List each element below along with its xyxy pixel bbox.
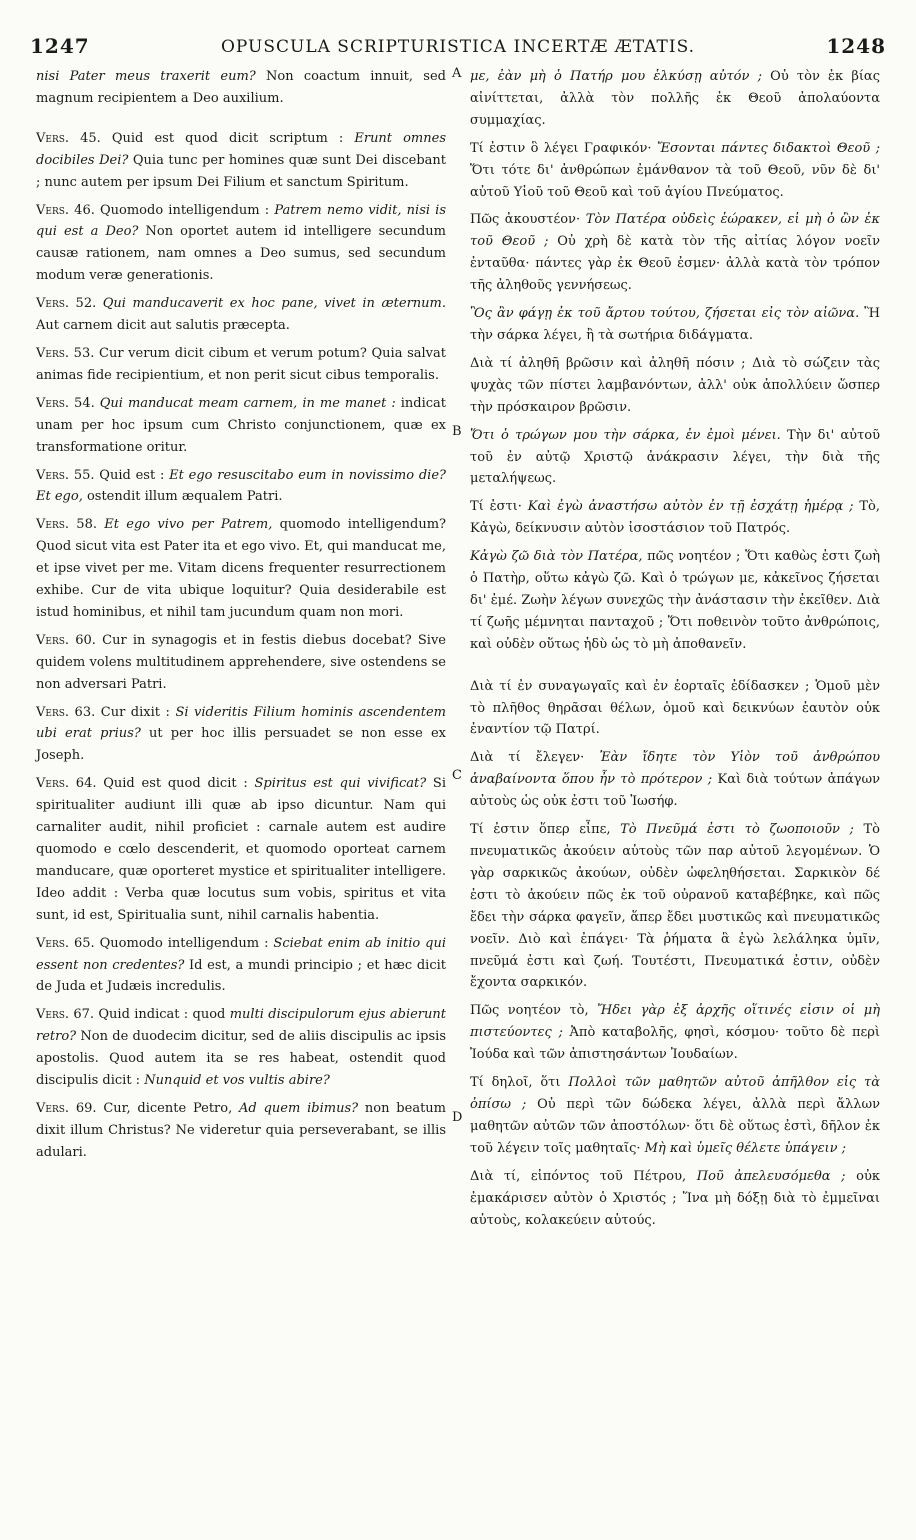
text-span: Quid est : <box>94 467 170 483</box>
text-span: Οὐ τὸν ἐκ βίας αἰνίττεται, ἀλλὰ τὸν πολλῆς ἐκ Θεοῦ ἀπολαύοντα συμμαχίας. <box>470 69 880 128</box>
verse-number: Vers. 65. <box>36 935 95 951</box>
text-span: Cur verum dicit cibum et verum potum? Quia salvat animas fide recipientium, et non perit sicut cibus temporalis. <box>36 345 446 383</box>
text-span: quomodo intelligendum? Quod sicut vita est Pater ita et ego vivo. Et, qui manducat me, et ipse vivet per me. Vitam dicens frequenter resurrectionem exhibe. Cur de vita ubique loquitur? Quia desiderabile est istud hominibus, et nihil tam jucundum quam non mori. <box>36 517 446 620</box>
italic-text: Erunt omnes docibiles Dei? <box>36 130 446 168</box>
greek-paragraph <box>470 819 880 994</box>
latin-paragraph <box>36 933 446 999</box>
text-span: Cur, dicente Petro, <box>96 1100 240 1116</box>
text-span: Aut carnem dicit aut salutis præcepta. <box>36 318 290 334</box>
page-number-left: 1247 <box>30 34 90 58</box>
greek-paragraph <box>470 1166 880 1232</box>
greek-paragraph <box>470 425 880 491</box>
greek-paragraph <box>470 747 880 813</box>
verse-number: Vers. 58. <box>36 517 97 533</box>
verse-number: Vers. 69. <box>36 1100 97 1116</box>
text-span: Non coactum innuit, sed magnum recipientem a Deo auxilium. <box>36 69 446 106</box>
margin-letter-d: D <box>452 1110 463 1125</box>
latin-paragraph <box>36 293 446 337</box>
text-span: Οὐ χρὴ δὲ κατὰ τὸν τῆς αἰτίας λόγον νοεῖν ἐνταῦθα· πάντες γὰρ ἐκ Θεοῦ ἐσμεν· ἀλλὰ κατὰ τὸν τρόπον τῆς ἀληθοῦς γεννήσεως. <box>470 234 880 294</box>
latin-paragraph <box>36 66 446 110</box>
verse-number: Vers. 63. <box>36 704 96 720</box>
text-span: Τὸ, Κἀγὼ, δείκνυσιν αὐτὸν ἰσοστάσιον τοῦ Πατρός. <box>470 499 881 537</box>
verse-number: Vers. 67. <box>36 1007 95 1023</box>
italic-text: Spiritus est qui vivificat? <box>254 776 427 792</box>
latin-paragraph <box>36 200 446 288</box>
italic-text: Καὶ ἐγὼ ἀναστήσω αὐτὸν ἐν τῇ ἐσχάτῃ ἡμέρᾳ ; <box>527 499 854 515</box>
text-span: Non oportet autem id intelligere secundum causæ rationem, nam omnes a Deo sumus, sed secundum modum veræ generationis. <box>36 224 446 284</box>
latin-paragraph <box>36 514 446 624</box>
greek-paragraph <box>470 1072 880 1160</box>
italic-text: nisi Pater meus traxerit eum? <box>36 69 256 84</box>
latin-paragraph <box>36 1098 446 1164</box>
latin-paragraph <box>36 630 446 696</box>
italic-text: Ad quem ibimus? <box>239 1100 359 1116</box>
latin-paragraph <box>36 465 446 509</box>
latin-paragraph <box>36 773 446 926</box>
text-span: Si spiritualiter audiunt illi quæ ab ipso dicuntur. Nam qui carnaliter audit, nihil proficiet : carnale autem est audire quomodo e cœlo descenderit, et quomodo oporteat carnem manducare, quæ oporteret mystice et spiritualiter intelligere. Ideo addit : Verba quæ locutus sum vobis, spiritus et vita sunt, id est, Spiritualia sunt, nihil carnalis habentia. <box>36 776 446 923</box>
italic-text: Ὅτι ὁ τρώγων μου τὴν σάρκα, ἐν ἐμοὶ μένει. <box>470 427 781 443</box>
text-span: ut per hoc illis persuadet se non esse ex Joseph. <box>36 726 446 764</box>
text-span: Quia tunc per homines quæ sunt Dei discebant ; nunc autem per ipsum Dei Filium et sanctum Spiritum. <box>36 152 446 190</box>
italic-text: Ἔσονται πάντες διδακτοὶ Θεοῦ ; <box>656 140 880 156</box>
italic-text: Τὸν Πατέρα οὐδεὶς ἑώρακεν, εἰ μὴ ὁ ὢν ἐκ τοῦ Θεοῦ ; <box>470 212 881 250</box>
text-span: οὐκ ἐμακάρισεν αὐτὸν ὁ Χριστός ; Ἵνα μὴ δόξῃ διὰ τὸ ἐμμεῖναι αὐτοὺς, κολακεύειν αὐτούς. <box>470 1168 880 1228</box>
text-span: Id est, a mundi principio ; et hæc dicit de Juda et Judæis incredulis. <box>36 957 446 995</box>
latin-paragraph <box>36 702 446 768</box>
text-span: indicat unam per hoc ipsum cum Christo conjunctionem, quæ ex transformatione oritur. <box>36 395 446 455</box>
text-span: Τί ἐστι· <box>470 499 528 515</box>
italic-text: Si videritis Filium hominis ascendentem ubi erat prius? <box>36 704 447 742</box>
text-span: Καὶ διὰ τούτων ἀπάγων αὐτοὺς ὡς οὐκ ἐστι τοῦ Ἰωσήφ. <box>470 772 880 810</box>
italic-text: multi discipulorum ejus abierunt retro? <box>36 1007 446 1045</box>
text-span: Cur in synagogis et in festis diebus docebat? Sive quidem volens multitudinem apprehendere, sive ostendens se non adversari Patri. <box>36 632 446 692</box>
verse-number: Vers. 64. <box>36 776 97 792</box>
margin-letter-b: B <box>452 424 462 439</box>
text-span: Τὸ πνευματικῶς ἀκούειν αὐτοὺς τῶν παρ αὐτοῦ λεγομένων. Ὁ γὰρ σαρκικῶς ἀκούων, οὐδὲν ὠφεληθήσεται. Σαρκικὸν δέ ἐστι τὸ ἀκούειν πῶς ἐκ τοῦ οὐρανοῦ καταβέβηκε, καὶ πῶς ἔδει τὴν σάρκα φαγεῖν, ἅπερ ἔδει μυστικῶς καὶ πνευματικῶς νοεῖν. Διὸ καὶ ἐπάγει· Τὰ ῥήματα ἃ ἐγὼ λελάληκα ὑμῖν, πνεῦμά ἐστι καὶ ζωή. Τουτέστι, Πνευματικά ἐστιν, οὐδὲν ἔχοντα σαρκικόν. <box>470 822 880 991</box>
text-span: Quid indicat : quod <box>94 1007 230 1023</box>
verse-number: Vers. 52. <box>36 296 97 312</box>
text-span: Quid est quod dicit scriptum : <box>100 130 355 146</box>
italic-text: Πολλοὶ τῶν μαθητῶν αὐτοῦ ἀπῆλθον εἰς τὰ ὀπίσω ; <box>470 1075 880 1112</box>
greek-paragraph <box>470 496 880 540</box>
italic-text: Qui manducaverit ex hoc pane, vivet in æternum. <box>102 296 447 312</box>
greek-paragraph <box>470 676 880 742</box>
text-span: Διὰ τί ἀληθῆ βρῶσιν καὶ ἀληθῆ πόσιν ; Διὰ τὸ σώζειν τὰς ψυχὰς τῶν πίστει λαμβανόντων, ἀλλ' οὐκ ἀπολλύειν ὥσπερ τὴν πρόσκαιρον βρῶσιν. <box>470 355 880 415</box>
verse-number: Vers. 55. <box>36 467 95 483</box>
text-span: Πῶς νοητέον τὸ, <box>470 1003 598 1019</box>
greek-paragraph <box>470 209 880 297</box>
greek-paragraph <box>470 353 880 419</box>
latin-paragraph <box>36 393 446 459</box>
italic-text: Qui manducat meam carnem, in me manet : <box>99 395 396 411</box>
verse-number: Vers. 46. <box>36 202 95 218</box>
text-span: Διὰ τί ἐν συναγωγαῖς καὶ ἐν ἑορταῖς ἐδίδασκεν ; Ὁμοῦ μὲν τὸ πλῆθος θηρᾶσαι θέλων, ὁμοῦ καὶ δεικνύων ἑαυτὸν οὐκ ἐναντίον τῷ Πατρί. <box>470 678 880 738</box>
text-span: Cur dixit : <box>95 704 176 720</box>
italic-text: Τὸ Πνεῦμά ἐστι τὸ ζωοποιοῦν ; <box>620 822 854 838</box>
latin-paragraph <box>36 128 446 194</box>
text-span: πῶς νοητέον ; Ὅτι καθὼς ἐστι ζωὴ ὁ Πατὴρ, οὕτω κἀγὼ ζῶ. Καὶ ὁ τρώγων με, κἀκεῖνος ζήσεται δι' ἐμέ. Ζωὴν λέγων συνεχῶς τὴν ἀνάστασιν τὴν ἐκεῖθεν. Διὰ τί ζωῆς μέμνηται πανταχοῦ ; Ὅτι ποθεινὸν τοῦτο ἀνθρώποις, καὶ οὐδὲν οὕτως ἡδὺ ὡς τὸ μὴ ἀποθανεῖν. <box>470 549 880 652</box>
italic-text: Ἤδει γὰρ ἐξ ἀρχῆς οἵτινές εἰσιν οἱ μὴ πιστεύοντες ; <box>470 1003 880 1041</box>
italic-text: Et ego resuscitabo eum in novissimo die? Et ego, <box>36 467 446 505</box>
margin-letter-a: A <box>452 66 462 81</box>
text-span: Ἀπὸ καταβολῆς, φησὶ, κόσμου· τοῦτο δὲ περὶ Ἰούδα καὶ τῶν ἀπιστησάντων Ἰουδαίων. <box>470 1025 880 1063</box>
text-span: Πῶς ἀκουστέον· <box>470 212 586 228</box>
italic-text: Ὃς ἂν φάγῃ ἐκ τοῦ ἄρτου τούτου, ζήσεται εἰς τὸν αἰῶνα. <box>470 306 860 322</box>
text-span: Τί ἐστιν ὅπερ εἶπε, <box>470 822 621 838</box>
text-span: Quomodo intelligendum : <box>94 202 275 218</box>
text-span: Οὐ περὶ τῶν δώδεκα λέγει, ἀλλὰ περὶ ἄλλων μαθητῶν αὐτῶν τῶν ἀποστόλων· ὅτι δὲ οὕτως ἐστὶ, δῆλον ἐκ τοῦ λέγειν τοῖς μαθηταῖς· <box>470 1096 880 1156</box>
page-header <box>30 34 886 60</box>
text-span: ostendit illum æqualem Patri. <box>82 489 283 505</box>
greek-paragraph <box>470 66 880 132</box>
text-span: Ὅτι τότε δι' ἀνθρώπων ἐμάνθανον τὰ τοῦ Θεοῦ, νῦν δὲ δι' αὐτοῦ Υἱοῦ τοῦ Θεοῦ καὶ τοῦ ἁγίου Πνεύματος. <box>470 162 880 200</box>
italic-text: Patrem nemo vidit, nisi is qui est a Deo? <box>36 202 447 240</box>
latin-paragraph <box>36 343 446 387</box>
verse-number: Vers. 53. <box>36 345 95 361</box>
italic-text: Sciebat enim ab initio qui essent non credentes? <box>36 935 446 973</box>
text-span: non beatum dixit illum Christus? Ne videretur quia perseverabant, se illis adulari. <box>36 1100 446 1160</box>
italic-text: Μὴ καὶ ὑμεῖς θέλετε ὑπάγειν ; <box>644 1140 847 1156</box>
text-span: Quomodo intelligendum : <box>94 935 274 951</box>
text-span: Διὰ τί, εἰπόντος τοῦ Πέτρου, <box>470 1168 697 1184</box>
page-number-right: 1248 <box>826 34 886 58</box>
latin-paragraph <box>36 1004 446 1092</box>
text-span: Τί ἐστιν ὃ λέγει Γραφικόν· <box>470 140 657 156</box>
text-span: Ἢ τὴν σάρκα λέγει, ἢ τὰ σωτήρια διδάγματα. <box>470 306 880 343</box>
text-span: Τὴν δι' αὐτοῦ τοῦ ἐν αὐτῷ Χριστῷ ἀνάκρασιν λέγει, τὴν διὰ τῆς μεταλήψεως. <box>470 427 880 487</box>
italic-text: Κἀγὼ ζῶ διὰ τὸν Πατέρα, <box>470 549 643 565</box>
greek-column <box>470 66 880 1237</box>
text-span: Non de duodecim dicitur, sed de aliis discipulis ac ipsis apostolis. Quod autem ita se res habeat, ostendit quod discipulis dicit : <box>36 1029 446 1089</box>
greek-paragraph <box>470 1000 880 1066</box>
italic-text: Nunquid et vos vultis abire? <box>144 1073 330 1089</box>
verse-number: Vers. 60. <box>36 632 96 648</box>
verse-number: Vers. 45. <box>36 130 101 146</box>
italic-text: Et ego vivo per Patrem, <box>104 517 273 533</box>
latin-column <box>36 66 446 1170</box>
italic-text: Ἐὰν ἴδητε τὸν Υἱὸν τοῦ ἀνθρώπου ἀναβαίνοντα ὅπου ἦν τὸ πρότερον ; <box>470 750 880 788</box>
running-title: OPUSCULA SCRIPTURISTICA INCERTÆ ÆTATIS. <box>220 37 696 57</box>
text-span: Τί δηλοῖ, ὅτι <box>470 1075 569 1091</box>
text-span: Διὰ τί ἔλεγεν· <box>470 750 600 766</box>
greek-paragraph <box>470 138 880 204</box>
margin-letter-c: C <box>452 768 462 783</box>
text-span: Quid est quod dicit : <box>96 776 255 792</box>
verse-number: Vers. 54. <box>36 395 95 411</box>
italic-text: με, ἐὰν μὴ ὁ Πατήρ μου ἑλκύσῃ αὐτόν ; <box>470 69 762 84</box>
italic-text: Ποῦ ἀπελευσόμεθα ; <box>696 1168 846 1184</box>
greek-paragraph <box>470 303 880 347</box>
greek-paragraph <box>470 546 880 656</box>
